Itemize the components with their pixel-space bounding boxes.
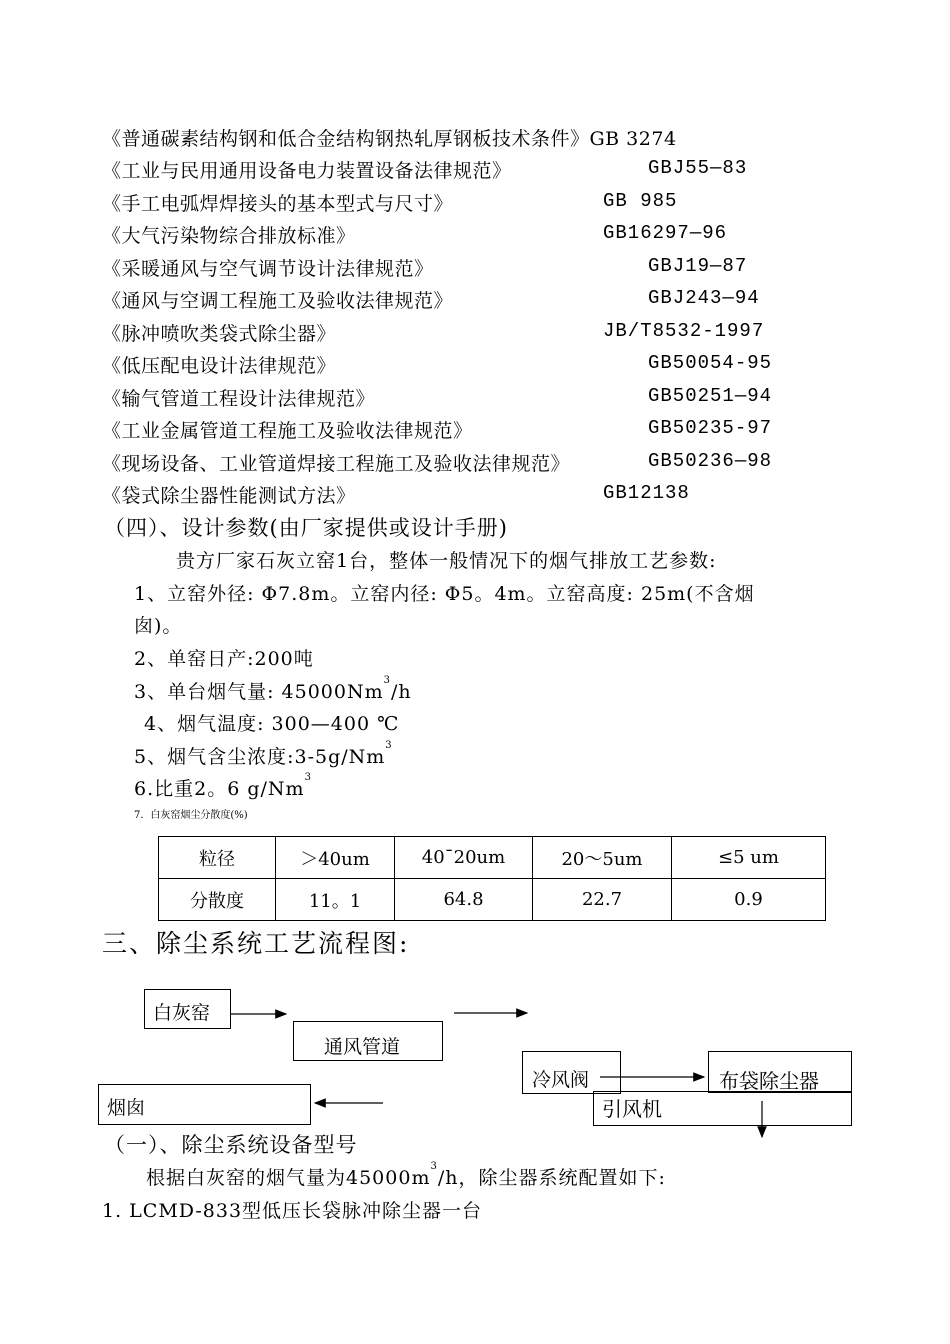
standard-code: GB50251—94 [648,385,773,407]
table-cell: 40¯20um [395,837,533,879]
section-title: （四）、设计参数(由厂家提供或设计手册) [104,516,508,540]
table-cell: 20～5um [533,837,672,879]
standard-code: JB/T8532-1997 [603,320,765,342]
standard-code: GB 985 [603,190,678,212]
table-cell: 64.8 [395,879,533,921]
flow-label: 白灰窑 [153,1002,211,1024]
standard-name: 《采暖通风与空气调节设计法律规范》 [102,258,434,280]
flow-label: 通风管道 [324,1036,401,1058]
standard-name: 《脉冲喷吹类袋式除尘器》 [102,323,337,345]
standard-name: 《大气污染物综合排放标准》 [102,225,356,247]
section-intro: 贵方厂家石灰立窑1台，整体一般情况下的烟气排放工艺参数: [176,550,717,572]
standard-code: GB50236—98 [648,450,773,472]
param-6: 6.比重2。6 g/Nm$^3$ [134,772,312,800]
standard-name: 《工业与民用通用设备电力装置设备法律规范》 [102,160,512,182]
table-cell: ≤5 um [672,837,826,879]
param-7: 7．白灰窑烟尘分散度(%) [134,810,248,821]
standard-code: GB50235-97 [648,417,773,439]
table-cell: 11。1 [276,879,395,921]
table-cell: 22.7 [533,879,672,921]
standard-name: 《低压配电设计法律规范》 [102,355,337,377]
standard-name: 《输气管道工程设计法律规范》 [102,388,376,410]
equipment-item-1: 1. LCMD-833型低压长袋脉冲除尘器一台 [102,1200,483,1222]
standard-code: GBJ243—94 [648,287,760,309]
param-2: 2、单窑日产:200吨 [134,648,314,670]
standard-name: 《现场设备、工业管道焊接工程施工及验收法律规范》 [102,453,571,475]
standard-code: GBJ19—87 [648,255,748,277]
standard-name: 《袋式除尘器性能测试方法》 [102,485,356,507]
param-4: 4、烟气温度: 300—400 ℃ [144,713,400,735]
table-cell: ＞40um [276,837,395,879]
standard-code: GB50054-95 [648,352,773,374]
table-cell: 0.9 [672,879,826,921]
flow-label: 烟囱 [107,1097,146,1119]
param-5: 5、烟气含尘浓度:3-5g/Nm$^3$ [134,740,393,768]
section-title: 三、除尘系统工艺流程图: [102,929,410,958]
standard-code: GB16297—96 [603,222,728,244]
standard-code: GBJ55—83 [648,157,748,179]
section-intro: 根据白灰窑的烟气量为$45000m^3/h$，除尘器系统配置如下: [146,1161,666,1189]
param-1-continued: 囱)。 [134,615,183,637]
flow-label: 冷风阀 [532,1069,590,1091]
standard-code: GB12138 [603,482,690,504]
flow-label: 布袋除尘器 [719,1069,819,1093]
table-cell: 粒径 [159,837,276,879]
standard-name: 《工业金属管道工程施工及验收法律规范》 [102,420,473,442]
flow-label: 引风机 [602,1097,662,1121]
table-cell: 分散度 [159,879,276,921]
param-3: 3、单台烟气量: 45000Nm$^3$/h [134,675,412,703]
standard-name: 《普通碳素结构钢和低合金结构钢热轧厚钢板技术条件》GB 3274 [102,128,677,150]
section-title: （一）、除尘系统设备型号 [104,1133,358,1157]
standard-name: 《手工电弧焊焊接头的基本型式与尺寸》 [102,193,454,215]
standard-name: 《通风与空调工程施工及验收法律规范》 [102,290,454,312]
param-1: 1、立窑外径: Φ7.8m。立窑内径: Φ5。4m。立窑高度: 25m(不含烟 [134,583,755,605]
